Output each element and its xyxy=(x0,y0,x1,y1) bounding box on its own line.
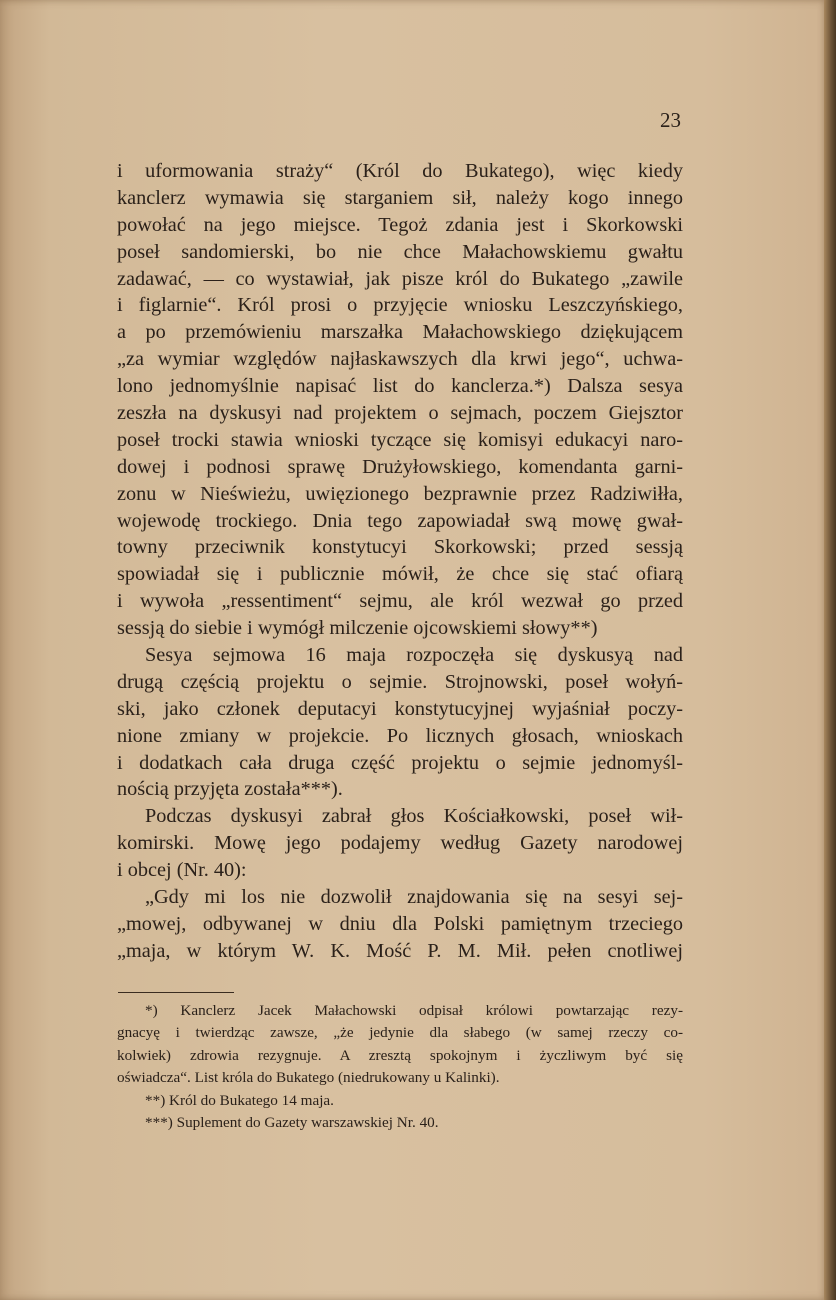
text-line: „mowej, odbywanej w dniu dla Polski pamiętnym trzeciego xyxy=(117,912,683,935)
text-line: towny przeciwnik konstytucyi Skorkowski; przed sessją xyxy=(117,536,683,559)
footnote-line: kolwiek) zdrowia rezygnuje. A zresztą spokojnym i życzliwym być się xyxy=(117,1046,683,1064)
text-line: drugą częścią projektu o sejmie. Strojnowski, poseł wołyń- xyxy=(117,670,683,693)
text-line: nione zmiany w projekcie. Po licznych głosach, wnioskach xyxy=(117,724,683,747)
text-line: kanclerz wymawia się starganiem sił, należy kogo innego xyxy=(117,186,683,209)
text-line: wojewodę trockiego. Dnia tego zapowiadał swą mowę gwał- xyxy=(117,509,683,532)
footnote-line: ***) Suplement do Gazety warszawskiej Nr. 40. xyxy=(145,1113,439,1131)
text-line: zeszła na dyskusyi nad projektem o sejmach, poczem Giejsztor xyxy=(117,402,683,425)
footnote-line: **) Król do Bukatego 14 maja. xyxy=(145,1091,334,1109)
page-number: 23 xyxy=(660,108,681,132)
text-line: poseł trocki stawia wnioski tyczące się komisyi edukacyi naro- xyxy=(117,428,683,451)
footnote-divider xyxy=(118,992,234,993)
page-edge xyxy=(824,0,836,1300)
text-line: Podczas dyskusyi zabrał głos Kościałkowski, poseł wił- xyxy=(145,805,683,828)
text-line: ski, jako członek deputacyi konstytucyjnej wyjaśniał poczy- xyxy=(117,697,683,720)
text-line: nością przyjęta została***). xyxy=(117,778,343,801)
text-line: i uformowania straży“ (Król do Bukatego), więc kiedy xyxy=(117,160,683,182)
text-line: „maja, w którym W. K. Mość P. M. Mił. pełen cnotliwej xyxy=(117,939,683,962)
text-line: komirski. Mowę jego podajemy według Gazety narodowej xyxy=(117,832,683,855)
text-line: a po przemówieniu marszałka Małachowskiego dziękującem xyxy=(117,321,683,344)
text-line: powołać na jego miejsce. Tegoż zdania jest i Skorkowski xyxy=(117,213,683,236)
text-line: sessją do siebie i wymógł milczenie ojcowskiemi słowy**) xyxy=(117,617,598,640)
text-line: dowej i podnosi sprawę Drużyłowskiego, komendanta garni- xyxy=(117,455,683,478)
text-line: Sesya sejmowa 16 maja rozpoczęła się dyskusyą nad xyxy=(145,644,683,667)
text-line: spowiadał się i publicznie mówił, że chce się stać ofiarą xyxy=(117,563,683,586)
footnote-line: gnacyę i twierdząc zawsze, „że jedynie dla słabego (w samej rzeczy co- xyxy=(117,1024,683,1042)
footnote-line: oświadcza“. List króla do Bukatego (niedrukowany u Kalinki). xyxy=(117,1069,500,1087)
text-line: i dodatkach cała druga część projektu o sejmie jednomyśl- xyxy=(117,751,683,774)
text-line: zonu w Nieświeżu, uwięzionego bezprawnie przez Radziwiłła, xyxy=(117,482,683,505)
text-line: „za wymiar względów najłaskawszych dla krwi jego“, uchwa- xyxy=(117,348,683,371)
text-line: „Gdy mi los nie dozwolił znajdowania się na sesyi sej- xyxy=(145,886,683,909)
footnotes xyxy=(117,1000,683,1134)
main-text xyxy=(117,158,683,965)
text-line: poseł sandomierski, bo nie chce Małachowskiemu gwałtu xyxy=(117,240,683,263)
text-line: lono jednomyślnie napisać list do kanclerza.*) Dalsza sesya xyxy=(117,375,683,398)
text-line: i wywoła „ressentiment“ sejmu, ale król wezwał go przed xyxy=(117,590,683,613)
text-line: i figlarnie“. Król prosi o przyjęcie wniosku Leszczyńskiego, xyxy=(117,294,683,317)
text-line: zadawać, — co wystawiał, jak pisze król do Bukatego „zawile xyxy=(117,267,683,290)
text-line: i obcej (Nr. 40): xyxy=(117,859,247,882)
footnote-line: *) Kanclerz Jacek Małachowski odpisał królowi powtarzając rezy- xyxy=(145,1002,683,1019)
